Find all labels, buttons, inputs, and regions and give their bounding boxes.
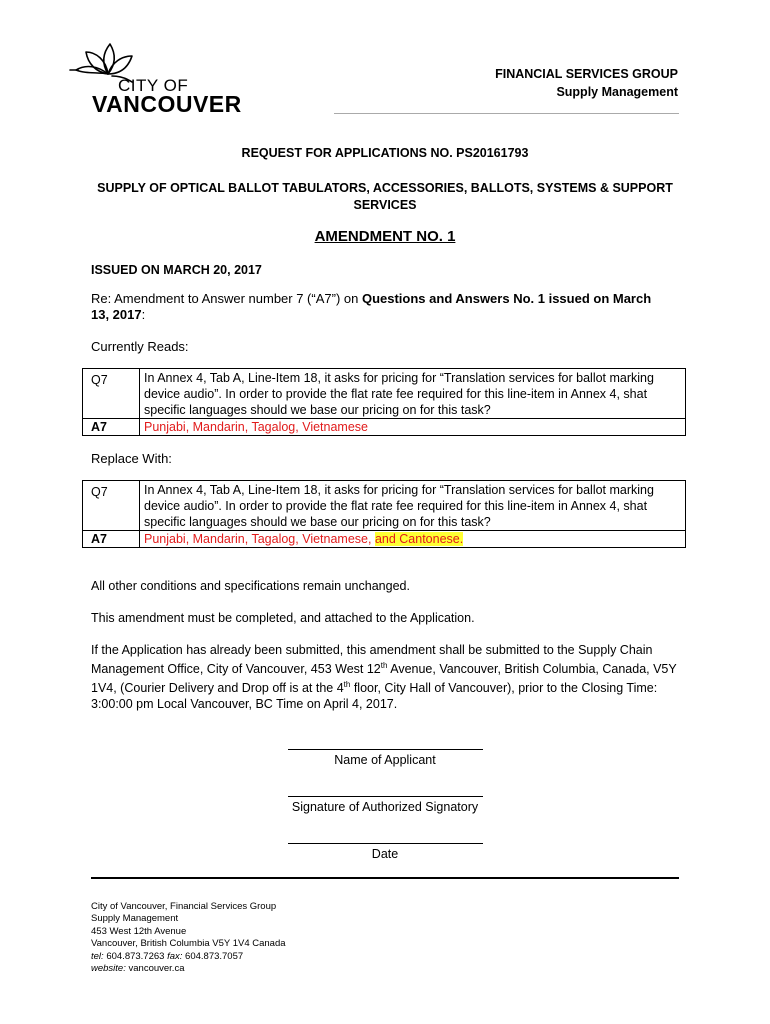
rfa-number: REQUEST FOR APPLICATIONS NO. PS20161793 [241,146,529,160]
tel-label: tel: [91,950,104,962]
date-signature-line [288,843,483,844]
table-row [83,530,685,547]
replace-with-label: Replace With: [91,451,172,466]
footer-divider [91,877,679,879]
header-dept: Supply Management [556,85,678,99]
paragraph-unchanged: All other conditions and specifications remain unchanged. [91,579,410,593]
question-text: In Annex 4, Tab A, Line-Item 18, it asks for pricing for “Translation services for ballot marking device audio”. In order to provide the flat rate fee required for this line-item in Annex 4, shat specific languages should we base our pricing on for this task? [144,371,654,417]
answer-text: Punjabi, Mandarin, Tagalog, Vietnamese [144,420,368,434]
header-department-block [495,65,678,101]
answer-languages: Punjabi, Mandarin, Tagalog, Vietnamese, [144,532,375,546]
footer-line: 453 West 12th Avenue [91,925,187,937]
tel-value: 604.873.7263 [103,950,168,962]
re-line [91,291,671,323]
answer-highlighted-addition: and Cantonese. [374,532,464,546]
answer-label: A7 [83,419,140,435]
logo-vancouver-text: VANCOUVER [92,91,242,117]
submission-text-2: Avenue, Vancouver, British Columbia, Canada, V5Y 1V4, (Courier Delivery and Drop off is at the 4 [91,662,677,696]
footer-phone-fax [91,951,286,963]
superscript-th: th [380,661,388,670]
currently-reads-label: Currently Reads: [91,339,189,354]
fax-label: fax: [167,950,183,962]
replace-with-table [82,480,686,548]
paragraph-attach: This amendment must be completed, and attached to the Application. [91,611,475,625]
name-of-applicant-label: Name of Applicant [334,753,436,767]
question-text: In Annex 4, Tab A, Line-Item 18, it asks for pricing for “Translation services for ballot marking device audio”. In order to provide the flat rate fee required for this line-item in Annex 4, shat specific languages should we base our pricing on for this task? [144,483,654,529]
header-group: FINANCIAL SERVICES GROUP [495,67,678,81]
website-value: vancouver.ca [125,963,185,975]
table-row [83,369,685,418]
website-label: website: [91,963,126,975]
re-bold-reference: Questions and Answers No. 1 issued on March 13, 2017 [91,291,652,322]
amendment-heading: AMENDMENT NO. 1 [314,228,456,245]
logo-city-of-text: CITY OF [118,76,189,95]
question-label: Q7 [83,481,140,530]
authorized-signature-line [288,796,483,797]
re-suffix: : [141,307,146,322]
paragraph-submission [91,642,691,712]
re-prefix: Re: Amendment to Answer number 7 (“A7”) on [91,291,362,306]
footer-address [91,901,286,975]
city-of-vancouver-logo [66,40,246,120]
fax-value: 604.873.7057 [182,950,244,962]
currently-reads-table [82,368,686,436]
footer-line: Supply Management [91,913,179,925]
table-row [83,481,685,530]
table-row [83,418,685,435]
date-label: Date [371,847,399,861]
question-label: Q7 [83,369,140,418]
footer-line: Vancouver, British Columbia V5Y 1V4 Canada [91,938,286,950]
document-title: SUPPLY OF OPTICAL BALLOT TABULATORS, ACCESSORIES, BALLOTS, SYSTEMS & SUPPORT SERVICES [97,181,673,212]
answer-text [140,531,685,547]
header-divider [334,113,679,114]
name-signature-line [288,749,483,750]
footer-line: City of Vancouver, Financial Services Group [91,901,277,912]
authorized-signatory-label: Signature of Authorized Signatory [291,800,479,814]
submission-text-3: floor, City Hall of Vancouver), prior to the Closing Time: 3:00:00 pm Local Vancouver, BC Time on April 4, 2017. [91,681,658,712]
superscript-th: th [343,680,351,690]
footer-website [91,963,286,975]
issued-date: ISSUED ON MARCH 20, 2017 [91,263,262,277]
answer-label: A7 [83,531,140,547]
submission-text-1: If the Application has already been submitted, this amendment shall be submitted to the Supply Chain Management Office, City of Vancouver, 453 West 12 [91,643,653,677]
